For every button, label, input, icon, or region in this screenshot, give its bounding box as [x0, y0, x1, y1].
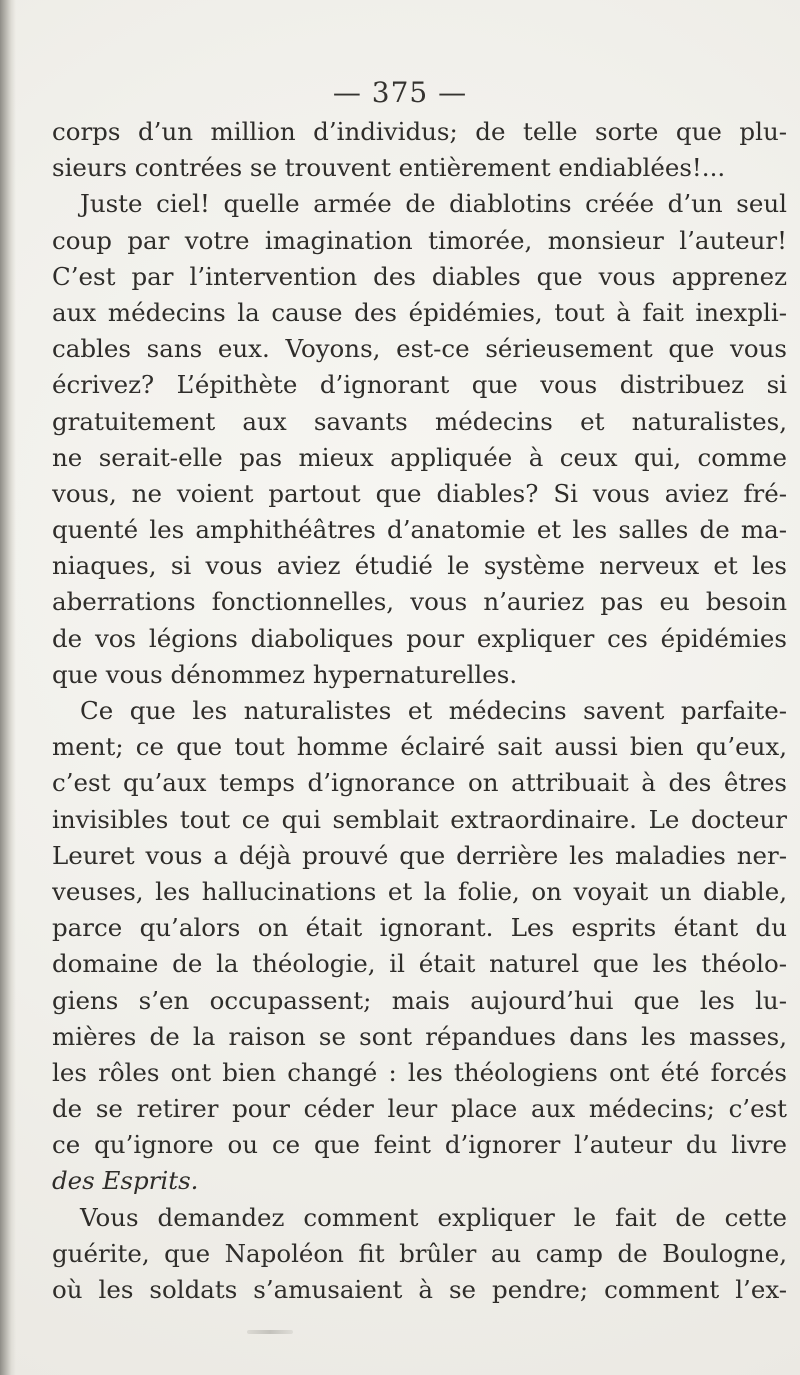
text-line-21: Leuret vous a déjà prouvé que derrière les maladies ner- — [52, 840, 787, 870]
text-line-29: ce qu’ignore ou ce que feint d’ignorer l’auteur du livre — [52, 1130, 787, 1160]
text-line-26: mières de la raison se sont répandues dans les masses, — [52, 1021, 787, 1051]
text-line-1: corps d’un million d’individus; de telle sorte que plu- — [52, 117, 787, 146]
text-line-27: les rôles ont bien changé : les théologiens ont été forcés — [52, 1057, 787, 1087]
text-line-23: parce qu’alors on était ignorant. Les esprits étant du — [52, 913, 787, 943]
text-line-32: guérite, que Napoléon fit brûler au camp de Boulogne, — [52, 1238, 787, 1268]
text-line-12: quenté les amphithéâtres d’anatomie et les salles de ma- — [52, 515, 787, 545]
text-line-18: ment; ce que tout homme éclairé sait aussi bien qu’eux, — [52, 732, 787, 762]
page-number: — 375 — — [332, 76, 468, 109]
text-line-8: écrivez? L’épithète d’ignorant que vous distribuez si — [52, 370, 787, 400]
text-line-7: cables sans eux. Voyons, est-ce sérieusement que vous — [52, 334, 787, 364]
text-line-15: de vos légions diaboliques pour expliquer ces épidémies — [52, 623, 787, 653]
text-line-16: que vous dénommez hypernaturelles. — [52, 659, 518, 689]
ink-smudge — [247, 1330, 293, 1334]
text-line-19: c’est qu’aux temps d’ignorance on attribuait à des êtres — [52, 768, 787, 798]
text-line-28: de se retirer pour céder leur place aux médecins; c’est — [52, 1094, 787, 1124]
text-line-20: invisibles tout ce qui semblait extraordinaire. Le docteur — [52, 804, 787, 834]
text-line-22: veuses, les hallucinations et la folie, on voyait un diable, — [52, 876, 787, 906]
text-line-30: des Esprits. — [52, 1166, 199, 1196]
text-line-9: gratuitement aux savants médecins et naturalistes, — [52, 406, 787, 436]
text-line-3: Juste ciel! quelle armée de diablotins créée d’un seul — [80, 189, 787, 219]
text-line-5: C’est par l’intervention des diables que vous apprenez — [52, 261, 787, 291]
text-line-25: giens s’en occupassent; mais aujourd’hui que les lu- — [52, 985, 787, 1015]
text-line-14: aberrations fonctionnelles, vous n’auriez pas eu besoin — [52, 587, 787, 617]
text-line-11: vous, ne voient partout que diables? Si vous aviez fré- — [52, 478, 787, 508]
text-line-13: niaques, si vous aviez étudié le système nerveux et les — [52, 551, 787, 581]
text-line-4: coup par votre imagination timorée, monsieur l’auteur! — [52, 225, 787, 255]
text-line-17: Ce que les naturalistes et médecins savent parfaite- — [80, 696, 787, 725]
text-line-2: sieurs contrées se trouvent entièrement endiablées!... — [52, 153, 726, 183]
book-binding-edge — [0, 0, 16, 1375]
text-line-33: où les soldats s’amusaient à se pendre; comment l’ex- — [52, 1275, 787, 1304]
text-line-24: domaine de la théologie, il était naturel que les théolo- — [52, 949, 787, 979]
text-line-6: aux médecins la cause des épidémies, tout à fait inexpli- — [52, 297, 787, 327]
main-text-block — [52, 114, 787, 1308]
text-line-31: Vous demandez comment expliquer le fait de cette — [80, 1202, 787, 1232]
text-line-10: ne serait-elle pas mieux appliquée à ceux qui, comme — [52, 442, 787, 472]
